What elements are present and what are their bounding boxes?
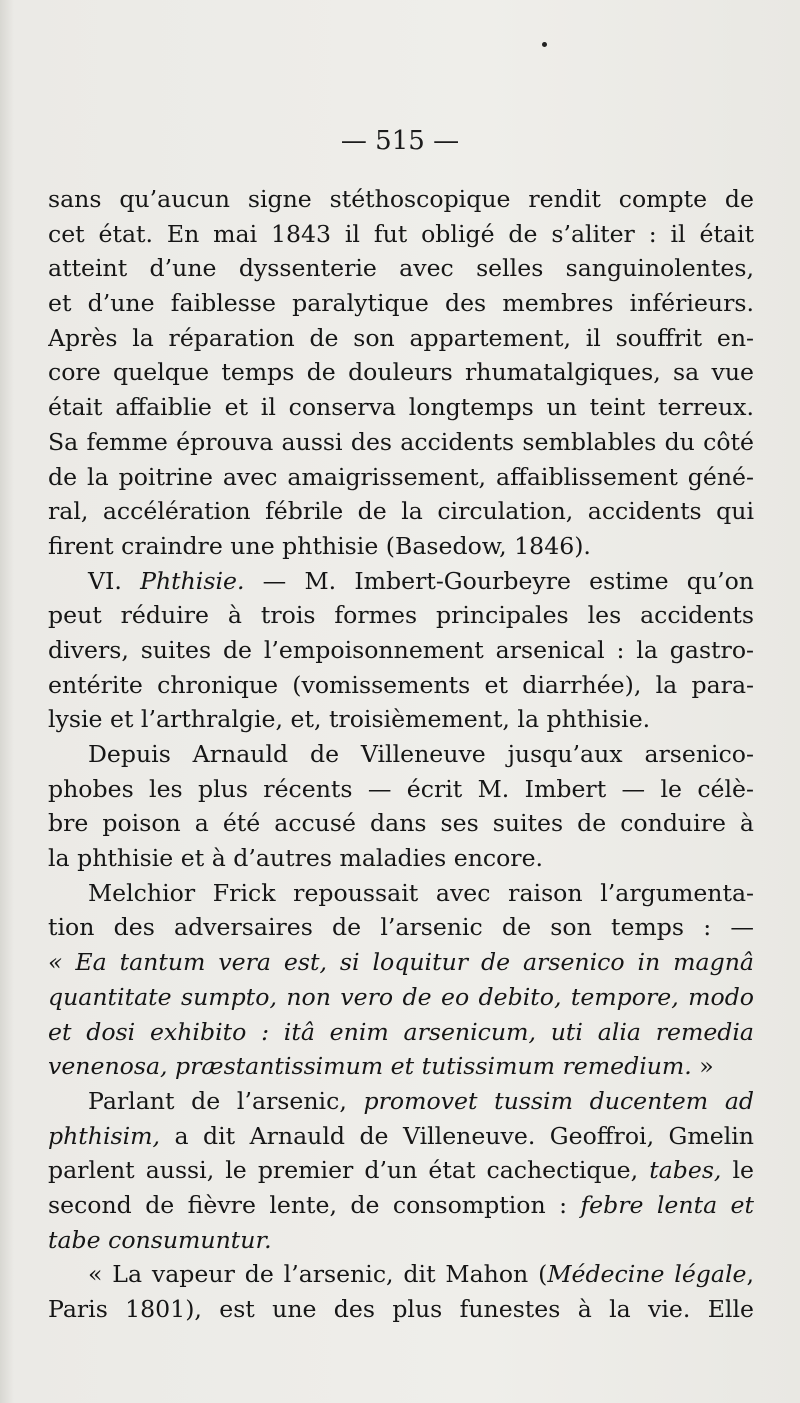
- text-span: — M. Imbert-Gourbeyre estime qu’on: [244, 566, 754, 595]
- latin-quote-line: et dosi exhibito : itâ enim arsenicum, uti alia remedia: [48, 1017, 754, 1046]
- text-span: le: [721, 1156, 754, 1185]
- text-line: tion des adversaires de l’arsenic de son temps : —: [48, 913, 754, 942]
- text-line: sans qu’aucun signe stéthoscopique rendit compte de: [48, 185, 754, 213]
- text-line: core quelque temps de douleurs rhumatalgiques, sa vue: [48, 358, 754, 387]
- text-line: cet état. En mai 1843 il fut obligé de s’aliter : il était: [48, 219, 754, 248]
- latin-span: promovet tussim ducentem ad: [363, 1086, 754, 1115]
- text-span: second de fièvre lente, de consomption :: [48, 1190, 581, 1219]
- section-title: Phthisie.: [140, 566, 245, 595]
- text-line: divers, suites de l’empoisonnement arsenical : la gastro-: [48, 635, 754, 664]
- latin-span: febre lenta et: [580, 1190, 754, 1219]
- text-line: [48, 1119, 754, 1154]
- text-span: Parlant de l’arsenic,: [88, 1086, 364, 1115]
- text-line: peut réduire à trois formes principales les accidents: [48, 601, 754, 630]
- text-line: Melchior Frick repoussait avec raison l’argumenta-: [88, 878, 754, 907]
- text-span: parlent aussi, le premier d’un état cachectique,: [48, 1156, 650, 1185]
- text-line: phobes les plus récents — écrit M. Imbert — le célè-: [48, 774, 754, 803]
- latin-quote-line: [48, 945, 754, 980]
- text-line: firent craindre une phthisie (Basedow, 1846).: [48, 531, 591, 560]
- text-line: bre poison a été accusé dans ses suites de conduire à: [48, 809, 754, 838]
- text-line: [48, 1153, 754, 1188]
- latin-span: tabes,: [649, 1156, 722, 1185]
- text-line: de la poitrine avec amaigrissement, affaiblissement géné-: [48, 462, 754, 491]
- text-line: lysie et l’arthralgie, et, troisièmement, la phthisie.: [48, 705, 651, 734]
- text-line: ral, accélération fébrile de la circulation, accidents qui: [48, 497, 754, 526]
- text-line: Paris 1801), est une des plus funestes à la vie. Elle: [48, 1295, 754, 1323]
- text-line: atteint d’une dyssenterie avec selles sanguinolentes,: [48, 254, 754, 283]
- text-line: [48, 1188, 754, 1223]
- latin-quote-line: [48, 1049, 754, 1084]
- text-line: entérite chronique (vomissements et diarrhée), la para-: [48, 670, 754, 699]
- text-line: Sa femme éprouva aussi des accidents semblables du côté: [48, 427, 754, 456]
- text-span: venenosa, præstantissimum et tutissimum remedium.: [48, 1052, 692, 1081]
- text-span: Ea tantum vera est, si loquitur de arsenico in magnâ: [75, 948, 754, 977]
- section-number: VI.: [88, 566, 141, 595]
- text-line: la phthisie et à d’autres maladies encore.: [48, 844, 544, 873]
- text-line: était affaiblie et il conserva longtemps un teint terreux.: [48, 393, 754, 422]
- text-line: Après la réparation de son appartement, il souffrit en-: [48, 323, 754, 352]
- latin-quote-line: quantitate sumpto, non vero de eo debito, tempore, modo: [48, 982, 754, 1011]
- text-span: « La vapeur de l’arsenic, dit Mahon (: [88, 1260, 548, 1289]
- text-span: ,: [746, 1260, 754, 1289]
- body-text: [48, 182, 754, 1327]
- section-heading-line: [48, 564, 754, 599]
- quote-mark: «: [48, 948, 76, 977]
- text-line: et d’une faiblesse paralytique des membres inférieurs.: [48, 289, 754, 318]
- book-title: Médecine légale: [547, 1260, 747, 1289]
- text-span: a dit Arnauld de Villeneuve. Geoffroi, Gmelin: [160, 1121, 754, 1150]
- page-number: — 515 —: [340, 126, 460, 156]
- quote-mark: »: [691, 1052, 714, 1081]
- text-line: [48, 1257, 754, 1292]
- text-line: [48, 1084, 754, 1119]
- latin-span: phthisim,: [48, 1121, 161, 1150]
- text-line: tabe consumuntur.: [48, 1225, 272, 1254]
- ink-speck: [542, 42, 547, 47]
- text-line: Depuis Arnauld de Villeneuve jusqu’aux arsenico-: [88, 740, 754, 768]
